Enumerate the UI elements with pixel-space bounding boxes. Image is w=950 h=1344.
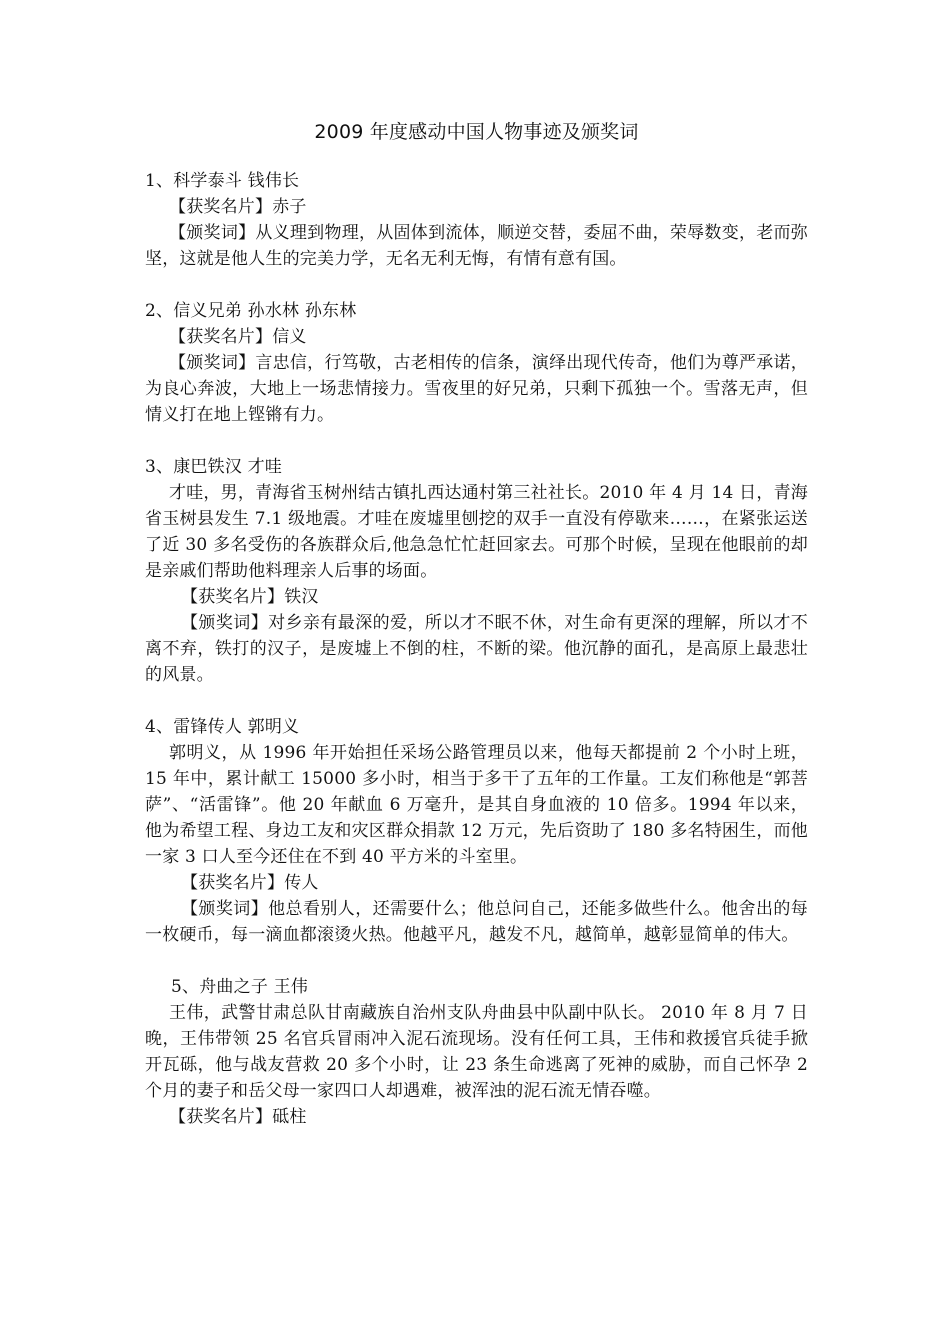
section-4 (145, 714, 808, 948)
section-heading: 3、康巴铁汉 才哇 (145, 457, 283, 477)
section-heading: 5、舟曲之子 王伟 (171, 977, 309, 997)
award-card: 【获奖名片】传人 (181, 873, 319, 893)
section-5 (145, 974, 808, 1130)
award-citation: 【颁奖词】从义理到物理，从固体到流体，顺逆交替，委屈不曲，荣辱数变，老而弥坚，这就是他人生的完美力学，无名无利无悔，有情有意有国。 (145, 223, 808, 269)
award-citation: 【颁奖词】言忠信，行笃敬，古老相传的信条，演绎出现代传奇，他们为尊严承诺，为良心奔波，大地上一场悲情接力。雪夜里的好兄弟，只剩下孤独一个。雪落无声，但情义打在地上铿锵有力。 (145, 353, 808, 425)
section-1 (145, 168, 808, 272)
document-content (145, 118, 808, 1156)
award-card: 【获奖名片】铁汉 (181, 587, 319, 607)
award-card: 【获奖名片】赤子 (169, 197, 307, 217)
award-citation: 【颁奖词】他总看别人，还需要什么；他总问自己，还能多做些什么。他舍出的每一枚硬币，每一滴血都滚烫火热。他越平凡，越发不凡，越简单，越彰显简单的伟大。 (145, 899, 808, 945)
story-paragraph: 王伟，武警甘肃总队甘南藏族自治州支队舟曲县中队副中队长。 2010 年 8 月 7 日晚，王伟带领 25 名官兵冒雨冲入泥石流现场。没有任何工具，王伟和救援官兵徒手掀开瓦砾，他与战友营救 20 多个小时，让 23 条生命逃离了死神的威胁，而自己怀孕 2 个月的妻子和岳父母一家四口人却遇难，被浑浊的泥石流无情吞噬。 (145, 1003, 808, 1101)
document-title: 2009 年度感动中国人物事迹及颁奖词 (314, 121, 639, 143)
section-heading: 1、科学泰斗 钱伟长 (145, 171, 300, 191)
award-card: 【获奖名片】信义 (169, 327, 307, 347)
section-heading: 4、雷锋传人 郭明义 (145, 717, 300, 737)
story-paragraph: 才哇，男，青海省玉树州结古镇扎西达通村第三社社长。2010 年 4 月 14 日，青海省玉树县发生 7.1 级地震。才哇在废墟里刨挖的双手一直没有停歇来……，在紧张运送了近 30 多名受伤的各族群众后,他急急忙忙赶回家去。可那个时候，呈现在他眼前的却是亲戚们帮助他料理亲人后事的场面。 (145, 483, 808, 581)
section-3 (145, 454, 808, 688)
award-card: 【获奖名片】砥柱 (169, 1107, 307, 1127)
award-citation: 【颁奖词】对乡亲有最深的爱，所以才不眠不休，对生命有更深的理解，所以才不离不弃，铁打的汉子，是废墟上不倒的柱，不断的梁。他沉静的面孔，是高原上最悲壮的风景。 (145, 613, 808, 685)
section-heading: 2、信义兄弟 孙水林 孙东林 (145, 301, 357, 321)
story-paragraph: 郭明义，从 1996 年开始担任采场公路管理员以来，他每天都提前 2 个小时上班，15 年中，累计献工 15000 多小时，相当于多干了五年的工作量。工友们称他是“郭菩萨”、“活雷锋”。他 20 年献血 6 万毫升，是其自身血液的 10 倍多。1994 年以来，他为希望工程、身边工友和灾区群众捐款 12 万元，先后资助了 180 多名特困生，而他一家 3 口人至今还住在不到 40 平方米的斗室里。 (145, 743, 808, 867)
section-2 (145, 298, 808, 428)
